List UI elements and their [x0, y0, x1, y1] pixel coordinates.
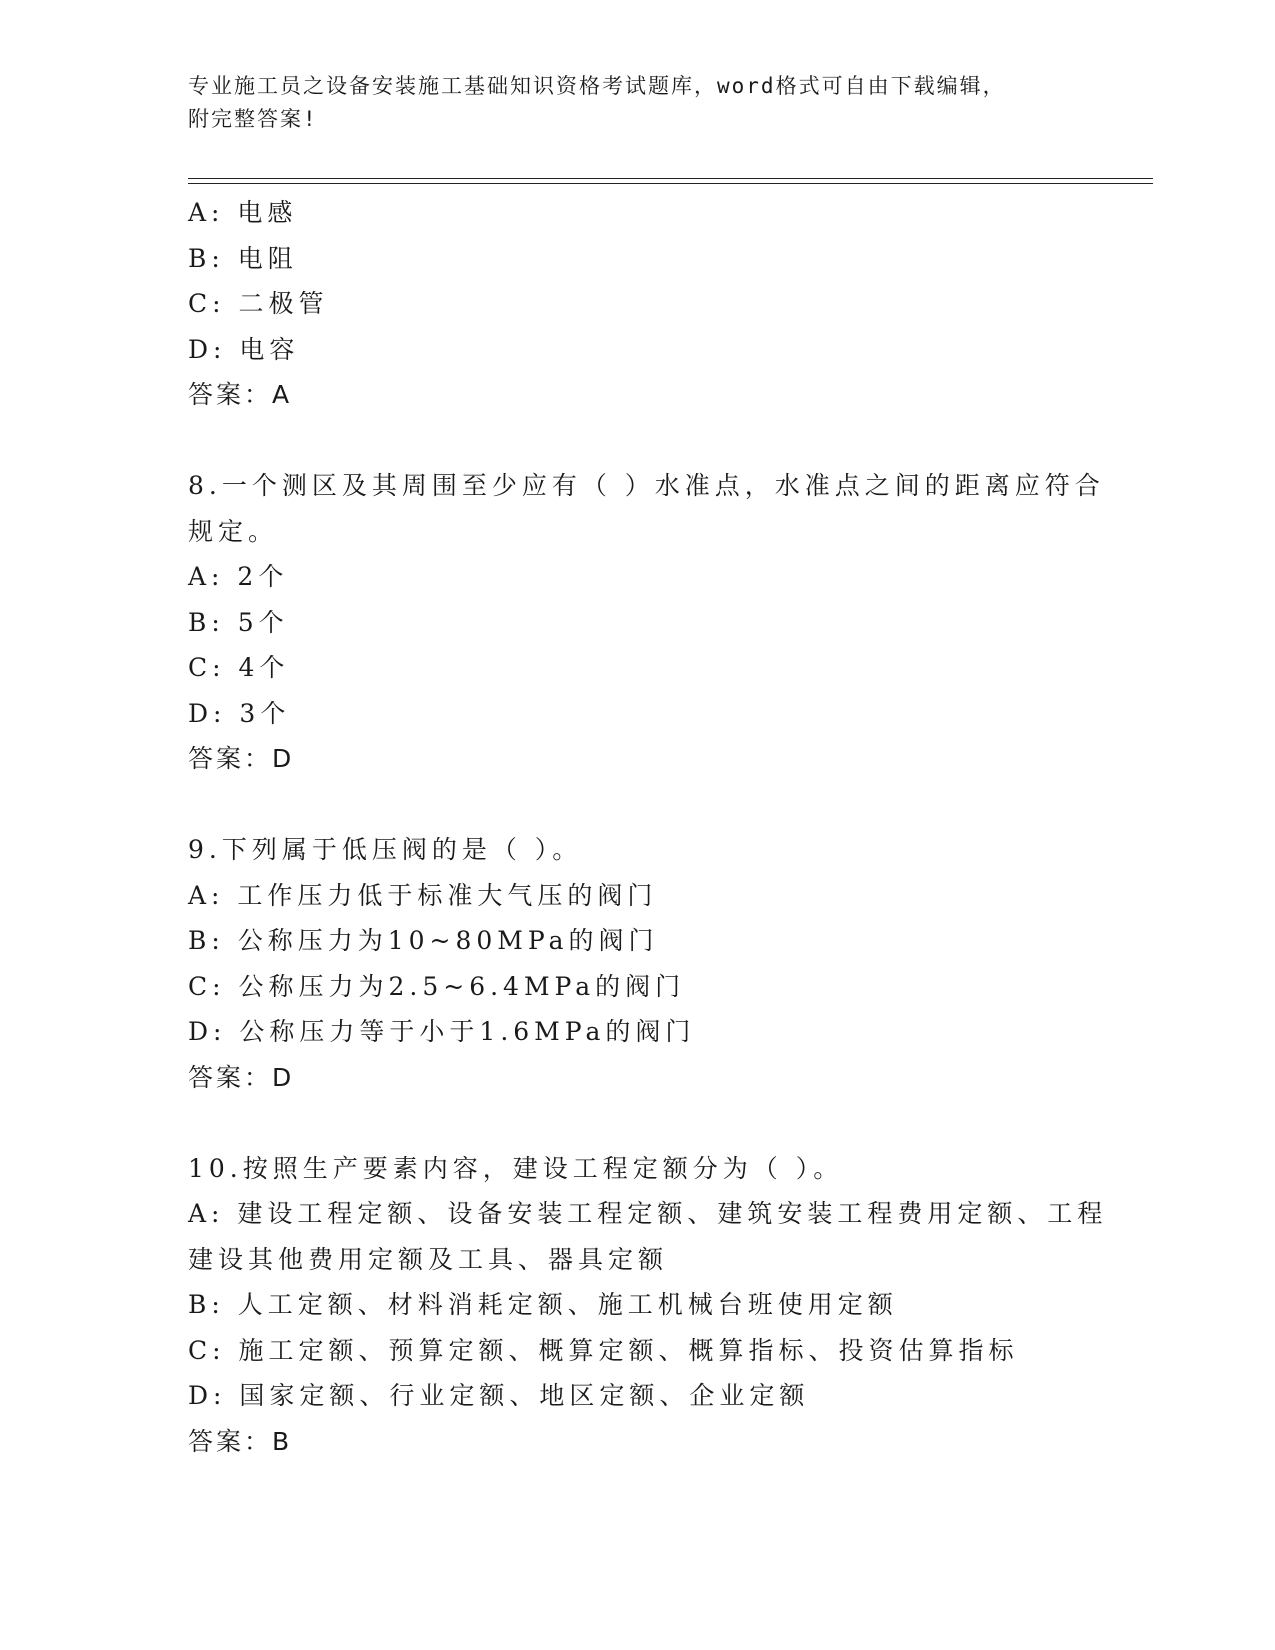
- question-list: [188, 190, 1108, 1464]
- question-text: 10.按照生产要素内容，建设工程定额分为（ ）。: [188, 1153, 844, 1183]
- header-line-1: 专业施工员之设备安装施工基础知识资格考试题库，word格式可自由下载编辑，: [188, 74, 1006, 98]
- option-b: B: 人工定额、材料消耗定额、施工机械台班使用定额: [188, 1290, 898, 1319]
- block-spacer: [188, 1100, 1088, 1146]
- question-block-10: [188, 1146, 1108, 1465]
- question-block-7: [188, 190, 1088, 418]
- option-d: D: 公称压力等于小于1.6MPa的阀门: [188, 1017, 696, 1046]
- question-text: 8.一个测区及其周围至少应有（ ）水准点，水准点之间的距离应符合: [188, 471, 1105, 500]
- header-divider-top: [188, 178, 1153, 179]
- option-a: A: 电感: [188, 198, 298, 227]
- block-spacer: [188, 782, 1088, 828]
- option-d: D: 国家定额、行业定额、地区定额、企业定额: [188, 1381, 810, 1410]
- option-a: A: 工作压力低于标准大气压的阀门: [188, 880, 658, 910]
- question-text-continued: 规定。: [188, 516, 279, 546]
- option-b: B: 公称压力为10~80MPa的阀门: [188, 926, 659, 955]
- question-text: 9.下列属于低压阀的是（ ）。: [188, 835, 583, 864]
- answer-line: 答案：D: [188, 744, 295, 773]
- option-a: A: 建设工程定额、设备安装工程定额、建筑安装工程费用定额、工程: [188, 1199, 1108, 1228]
- question-block-8: [188, 463, 1105, 782]
- option-d: D: 3个: [188, 698, 291, 728]
- header-divider-bottom: [188, 183, 1153, 184]
- option-a-continued: 建设其他费用定额及工具、器具定额: [188, 1244, 669, 1274]
- answer-line: 答案：A: [188, 380, 293, 409]
- answer-line: 答案：B: [188, 1426, 293, 1456]
- option-c: C: 施工定额、预算定额、概算定额、概算指标、投资估算指标: [188, 1335, 1019, 1365]
- option-b: B: 5个: [188, 607, 289, 637]
- option-c: C: 二极管: [188, 289, 329, 318]
- option-c: C: 4个: [188, 653, 290, 682]
- option-c: C: 公称压力为2.5~6.4MPa的阀门: [188, 971, 686, 1001]
- option-b: B: 电阻: [188, 243, 298, 273]
- block-spacer: [188, 418, 1088, 464]
- option-a: A: 2个: [188, 562, 289, 591]
- option-d: D: 电容: [188, 334, 300, 364]
- document-header: [188, 70, 1068, 136]
- answer-line: 答案：D: [188, 1062, 295, 1092]
- header-line-2: 附完整答案!: [188, 107, 318, 131]
- question-block-9: [188, 827, 1088, 1100]
